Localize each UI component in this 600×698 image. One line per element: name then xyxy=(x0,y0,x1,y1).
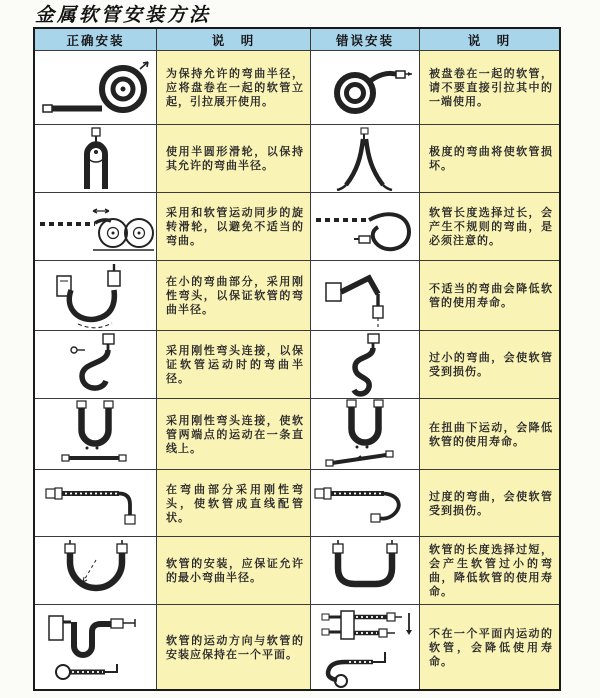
table-row xyxy=(34,470,560,537)
s-curve-with-rigid-elbow-illustration xyxy=(35,332,156,398)
wrong-illustration-cell xyxy=(311,331,420,399)
wrong-note: 过度的弯曲，会使软管受到损伤。 xyxy=(420,470,561,537)
correct-illustration-cell xyxy=(34,331,157,399)
correct-note: 采用刚性弯头连接，以保证软管运动时的弯曲半径。 xyxy=(157,331,311,399)
table-row xyxy=(34,51,560,125)
wrong-illustration-cell xyxy=(311,470,420,537)
correct-illustration-cell xyxy=(34,399,157,470)
improper-sharp-bend-illustration xyxy=(311,262,419,330)
page-title: 金属软管安装方法 xyxy=(35,4,212,26)
table-row xyxy=(34,605,560,691)
wrong-note: 过小的弯曲，会使软管受到损伤。 xyxy=(420,331,561,399)
correct-illustration-cell xyxy=(34,605,157,691)
table-row xyxy=(34,193,560,261)
u-hose-minimum-bend-radius-illustration xyxy=(35,540,156,602)
correct-note: 采用刚性弯头连接，使软管两端点的运动在一条直线上。 xyxy=(157,399,311,470)
header-correct-installation: 正确安装 xyxy=(34,28,157,51)
table-row xyxy=(34,331,560,399)
correct-note: 软管的安装，应保证允许的最小弯曲半径。 xyxy=(157,537,311,605)
header-wrong-installation: 错误安装 xyxy=(311,28,420,51)
hose-on-semicircular-pulley-illustration xyxy=(35,127,156,191)
header-correct-explanation: 说 明 xyxy=(157,28,311,51)
wrong-illustration-cell xyxy=(311,193,420,261)
correct-note: 使用半圆形滑轮，以保持其允许的弯曲半径。 xyxy=(157,125,311,193)
table-row xyxy=(34,261,560,331)
u-hose-twisted-motion-illustration xyxy=(311,399,419,469)
wrong-illustration-cell xyxy=(311,399,420,470)
wrong-illustration-cell xyxy=(311,51,420,125)
wrong-illustration-cell xyxy=(311,261,420,331)
correct-note: 软管的运动方向与软管的安装应保持在一个平面。 xyxy=(157,605,311,691)
coiled-hose-stood-upright-illustration xyxy=(35,57,156,119)
correct-illustration-cell xyxy=(34,261,157,331)
correct-illustration-cell xyxy=(34,51,157,125)
wrong-note: 不在一个平面内运动的软管，会降低使用寿命。 xyxy=(420,605,561,691)
straight-run-with-rigid-elbow-illustration xyxy=(35,475,156,531)
installation-table xyxy=(33,27,561,691)
wrong-note: 软管的长度选择过短，会产生软管过小的弯曲，降低软管的使用寿命。 xyxy=(420,537,561,605)
coiled-hose-pulled-from-end-illustration xyxy=(311,58,419,118)
hose-extremely-bent-illustration xyxy=(311,127,419,191)
hose-with-synchronized-rollers-illustration xyxy=(35,198,156,256)
correct-note: 采用和软管运动同步的旋转滑轮，以避免不适当的弯曲。 xyxy=(157,193,311,261)
table-row xyxy=(34,399,560,470)
wrong-note: 在扭曲下运动，会降低软管的使用寿命。 xyxy=(420,399,561,470)
table-row xyxy=(34,537,560,605)
u-hose-ends-in-line-illustration xyxy=(35,400,156,468)
correct-illustration-cell xyxy=(34,537,157,605)
wrong-illustration-cell xyxy=(311,605,420,691)
wrong-note: 被盘卷在一起的软管，请不要直接引拉其中的一端使用。 xyxy=(420,51,561,125)
wrong-illustration-cell xyxy=(311,537,420,605)
wrong-note: 软管长度选择过长，会产生不规则的弯曲，是必须注意的。 xyxy=(420,193,561,261)
wrong-note: 不适当的弯曲会降低软管的使用寿命。 xyxy=(420,261,561,331)
hose-motion-out-of-plane-illustration xyxy=(311,605,419,689)
correct-note: 为保持允许的弯曲半径，应将盘卷在一起的软管立起，引拉展开使用。 xyxy=(157,51,311,125)
over-bent-elbow-illustration xyxy=(311,475,419,531)
small-bend-with-rigid-elbow-illustration xyxy=(35,262,156,330)
correct-illustration-cell xyxy=(34,470,157,537)
hose-too-long-irregular-loop-illustration xyxy=(311,197,419,257)
wrong-note: 极度的弯曲将使软管损坏。 xyxy=(420,125,561,193)
correct-note: 在弯曲部分采用刚性弯头，使软管成直线配管状。 xyxy=(157,470,311,537)
table-row xyxy=(34,125,560,193)
header-row xyxy=(34,28,560,51)
hose-motion-in-one-plane-illustration xyxy=(35,608,156,686)
wrong-illustration-cell xyxy=(311,125,420,193)
too-small-s-bend-illustration xyxy=(311,332,419,398)
hose-too-short-flat-bend-illustration xyxy=(311,540,419,602)
correct-note: 在小的弯曲部分，采用刚性弯头，以保证软管的弯曲半径。 xyxy=(157,261,311,331)
correct-illustration-cell xyxy=(34,125,157,193)
header-wrong-explanation: 说 明 xyxy=(420,28,561,51)
correct-illustration-cell xyxy=(34,193,157,261)
